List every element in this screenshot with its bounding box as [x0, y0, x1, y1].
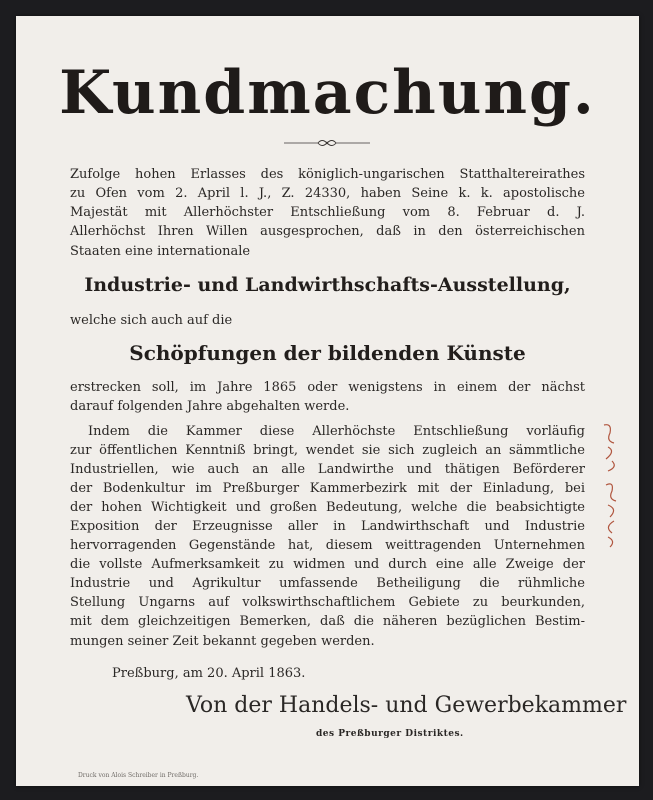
para-line-8: die vollste Aufmerksamkeit zu widmen und durch eine alle Zweige der [70, 557, 585, 572]
poster-sheet [16, 16, 639, 786]
signature-sub: des Preßburger Distriktes. [316, 729, 464, 739]
para-line-4: der Bodenkultur im Preßburger Kammerbezirk mit der Einladung, bei [70, 481, 585, 496]
para-line-9: Industrie und Agrikultur umfassende Betheiligung die rühmliche [70, 576, 585, 591]
handwritten-margin-note [598, 421, 628, 551]
para-line-2: zur öffentlichen Kenntniß bringt, wendet sie sich zugleich an sämmtliche [70, 443, 585, 458]
signature: Von der Handels- und Gewerbekammer [186, 693, 627, 718]
middle-line-1: erstrecken soll, im Jahre 1865 oder wenigstens in einem der nächst [70, 380, 585, 395]
intro-line-5: Staaten eine internationale [70, 244, 251, 259]
intro-line-3: Majestät mit Allerhöchster Entschließung vom 8. Februar d. J. [70, 205, 585, 220]
para-line-5: der hohen Wichtigkeit und großen Bedeutung, welche die beabsichtigte [70, 500, 585, 515]
para-line-7: hervorragenden Gegenstände hat, diesem weittragenden Unternehmen [70, 538, 585, 553]
para-line-12: mungen seiner Zeit bekannt gegeben werden. [70, 634, 375, 649]
document-title: Kundmachung. [59, 58, 596, 128]
exhibition-heading: Industrie- und Landwirthschafts-Ausstellung, [84, 274, 571, 296]
printer-imprint: Druck von Alois Schreiber in Preßburg. [78, 772, 199, 779]
middle-line-2: darauf folgenden Jahre abgehalten werde. [70, 399, 350, 414]
para-line-1: Indem die Kammer diese Allerhöchste Entschließung vorläufig [88, 424, 585, 439]
para-line-11: mit dem gleichzeitigen Bemerken, daß die näheren bezüglichen Bestim- [70, 614, 585, 629]
intro-line-1: Zufolge hohen Erlasses des königlich-ungarischen Statthaltereirathes [70, 167, 585, 182]
date-line: Preßburg, am 20. April 1863. [112, 666, 306, 681]
para-line-10: Stellung Ungarns auf volkswirthschaftlichem Gebiete zu beurkunden, [70, 595, 585, 610]
title-ornament [284, 137, 370, 149]
para-line-6: Exposition der Erzeugnisse aller in Landwirthschaft und Industrie [70, 519, 585, 534]
intro-line-2: zu Ofen vom 2. April l. J., Z. 24330, haben Seine k. k. apostolische [70, 186, 585, 201]
para-line-3: Industriellen, wie auch an alle Landwirthe und thätigen Beförderer [70, 462, 585, 477]
arts-heading: Schöpfungen der bildenden Künste [129, 341, 526, 365]
intro-line-4: Allerhöchst Ihren Willen ausgesprochen, daß in den österreichischen [70, 224, 585, 239]
connector-line: welche sich auch auf die [70, 313, 233, 328]
